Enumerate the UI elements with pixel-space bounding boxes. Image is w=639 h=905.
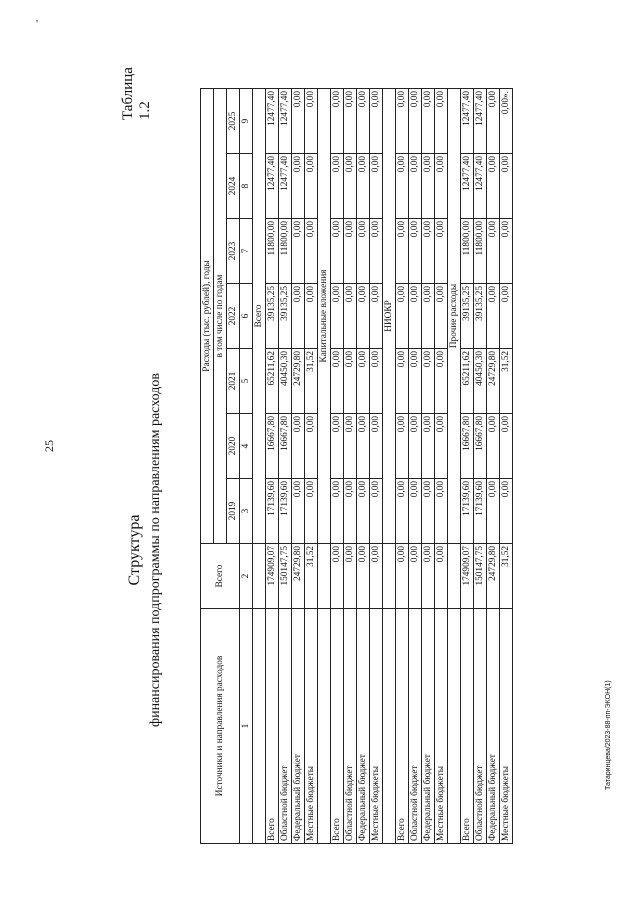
table-row: [357, 89, 370, 844]
table-cell: 0,00: [409, 219, 422, 284]
table-cell: 39135,25: [279, 284, 292, 349]
table-cell: 0,00: [370, 154, 383, 219]
table-cell: 0,00: [422, 544, 435, 609]
section-title: НИОКР: [383, 89, 396, 544]
row-label: Местные бюджеты: [500, 609, 513, 844]
section-title-row: [448, 89, 461, 844]
table-cell: 31,52: [500, 544, 513, 609]
table-cell: 12477,40: [461, 89, 474, 154]
table-cell: 0,00: [357, 349, 370, 414]
table-cell: 0,00: [435, 154, 448, 219]
table-cell: 0,00: [370, 414, 383, 479]
table-cell: 16667,80: [474, 414, 487, 479]
row-label: Федеральный бюджет: [357, 609, 370, 844]
table-cell: 11800,00: [461, 219, 474, 284]
table-cell: 31,52: [305, 544, 318, 609]
table-cell: 0,00: [357, 219, 370, 284]
section-title-row: [318, 89, 331, 844]
empty-cell: [448, 609, 461, 844]
table-cell: 11800,00: [279, 219, 292, 284]
row-label: Всего: [396, 609, 409, 844]
table-cell: 0,00: [357, 154, 370, 219]
table-cell: 0,00: [344, 219, 357, 284]
table-row: [487, 89, 500, 844]
table-cell: 0,00: [370, 219, 383, 284]
table-cell: 0,00: [487, 154, 500, 219]
table-cell: 16667,80: [279, 414, 292, 479]
table-cell: 0,00: [305, 284, 318, 349]
table-cell: 31,52: [305, 349, 318, 414]
document-subtitle: финансирования подпрограммы по направлениям расходов: [148, 373, 163, 727]
table-cell: 0,00: [370, 349, 383, 414]
table-row: [409, 89, 422, 844]
header-year: 2024: [227, 154, 240, 219]
table-cell: 0,00: [331, 154, 344, 219]
table-cell: 40450,30: [474, 349, 487, 414]
table-cell: 0,00: [500, 219, 513, 284]
table-cell: 24729,80: [487, 544, 500, 609]
header-col-number: 7: [240, 219, 253, 284]
table-cell: 12477,40: [474, 89, 487, 154]
table-cell: 150147,75: [474, 544, 487, 609]
table-cell: 0,00: [435, 544, 448, 609]
table-cell: 65211,62: [461, 349, 474, 414]
table-cell: 0,00: [396, 414, 409, 479]
table-cell: 0,00: [422, 414, 435, 479]
table-cell: 0,00: [409, 349, 422, 414]
table-cell: 0,00: [357, 89, 370, 154]
financing-table: [200, 88, 513, 844]
table-cell: 0,00: [305, 219, 318, 284]
table-cell: 0,00: [292, 284, 305, 349]
table-cell: 0,00: [344, 154, 357, 219]
table-row: [305, 89, 318, 844]
table-cell: 0,00: [500, 154, 513, 219]
section-title-row: [383, 89, 396, 844]
table-cell: 0,00: [396, 479, 409, 544]
table-cell: 40450,30: [279, 349, 292, 414]
header-col-number: 9: [240, 89, 253, 154]
table-row: [474, 89, 487, 844]
table-cell: 24729,80: [292, 349, 305, 414]
table-row: [422, 89, 435, 844]
empty-cell: [318, 609, 331, 844]
table-cell: 174909,07: [461, 544, 474, 609]
row-label: Всего: [331, 609, 344, 844]
table-cell: 39135,25: [461, 284, 474, 349]
row-label: Местные бюджеты: [305, 609, 318, 844]
header-year: 2021: [227, 349, 240, 414]
empty-cell: [318, 544, 331, 609]
header-col-number: 4: [240, 414, 253, 479]
table-cell: 0,00: [435, 349, 448, 414]
header-col-number: 5: [240, 349, 253, 414]
table-cell: 0,00: [292, 154, 305, 219]
empty-cell: [253, 544, 266, 609]
table-cell: 0,00: [487, 414, 500, 479]
corner-mark: ': [36, 18, 38, 30]
table-cell: 0,00: [435, 284, 448, 349]
table-row: [292, 89, 305, 844]
table-cell: 0,00: [370, 544, 383, 609]
table-cell: 0,00: [500, 414, 513, 479]
empty-cell: [383, 544, 396, 609]
page-number: 25: [42, 440, 56, 452]
table-cell: 0,00: [422, 284, 435, 349]
table-row: [461, 89, 474, 844]
table-cell: 0,00: [409, 544, 422, 609]
table-cell: 0,00: [357, 544, 370, 609]
table-cell: 0,00: [331, 544, 344, 609]
table-cell: 12477,40: [266, 154, 279, 219]
table-cell: 0,00: [396, 219, 409, 284]
table-cell: 0,00: [305, 479, 318, 544]
table-cell: 0,00: [331, 414, 344, 479]
table-cell: 0,00: [422, 89, 435, 154]
table-cell: 0,00: [487, 89, 500, 154]
table-row: [500, 89, 513, 844]
table-cell: 17139,60: [461, 479, 474, 544]
table-cell: 17139,60: [279, 479, 292, 544]
table-cell: 0,00: [422, 349, 435, 414]
table-cell: 16667,80: [461, 414, 474, 479]
table-cell: 0,00: [487, 219, 500, 284]
document-title: Структура: [126, 514, 143, 586]
header-col-number: 6: [240, 284, 253, 349]
table-cell: 12477,40: [279, 89, 292, 154]
table-cell: 0,00: [331, 89, 344, 154]
table-cell: 174909,07: [266, 544, 279, 609]
table-cell: 0,00: [435, 479, 448, 544]
table-cell: 0,00: [344, 414, 357, 479]
rotated-content: [100, 60, 530, 860]
table-cell: 0,00: [396, 284, 409, 349]
table-cell: 0,00: [344, 479, 357, 544]
document-id: Татаринцева/2023-88-пп-ЭКОН(1): [605, 680, 612, 790]
header-col-number: 3: [240, 479, 253, 544]
row-label: Всего: [266, 609, 279, 844]
header-year: 2019: [227, 479, 240, 544]
table-cell: 0,00: [344, 89, 357, 154]
table-cell: 0,00: [292, 89, 305, 154]
table-cell: 0,00: [409, 284, 422, 349]
table-cell: 0,00: [331, 284, 344, 349]
table-cell: 11800,00: [266, 219, 279, 284]
header-year: 2020: [227, 414, 240, 479]
table-row: [370, 89, 383, 844]
header-year: 2023: [227, 219, 240, 284]
table-cell: 0,00: [409, 414, 422, 479]
table-cell: 0,00: [396, 89, 409, 154]
table-cell: 12477,40: [461, 154, 474, 219]
table-cell: 0,00: [344, 544, 357, 609]
empty-cell: [448, 544, 461, 609]
table-row: [344, 89, 357, 844]
table-cell: 150147,75: [279, 544, 292, 609]
header-year: 2022: [227, 284, 240, 349]
table-cell: 0,00: [331, 219, 344, 284]
header-subgroup: в том числе по годам: [214, 89, 227, 544]
table-cell: 24729,80: [292, 544, 305, 609]
table-cell: 17139,60: [266, 479, 279, 544]
table-cell: 0,00: [409, 479, 422, 544]
row-label: Местные бюджеты: [435, 609, 448, 844]
section-title: Всего: [253, 89, 266, 544]
table-row: [435, 89, 448, 844]
row-label: Областной бюджет: [344, 609, 357, 844]
table-cell: 0,00: [435, 414, 448, 479]
table-cell: 0,00: [500, 479, 513, 544]
table-cell: 0,00: [357, 284, 370, 349]
header-source: Источники и направления расходов: [201, 609, 240, 844]
table-cell: 24729,80: [487, 349, 500, 414]
table-cell: 31,52: [500, 349, 513, 414]
table-cell: 0,00: [370, 479, 383, 544]
table-cell: 0,00: [344, 284, 357, 349]
section-title: Прочие расходы: [448, 89, 461, 544]
table-cell: 0,00: [500, 284, 513, 349]
table-cell: 0,00: [409, 154, 422, 219]
table-cell: 0,00: [292, 479, 305, 544]
table-cell: 0,00: [370, 284, 383, 349]
table-cell: 0,00: [370, 89, 383, 154]
header-col-number: 2: [240, 544, 253, 609]
header-total: Всего: [201, 544, 240, 609]
section-title: Капитальные вложения: [318, 89, 331, 544]
row-label: Областной бюджет: [474, 609, 487, 844]
table-cell: 0,00: [422, 479, 435, 544]
table-cell: 16667,80: [266, 414, 279, 479]
table-cell: 39135,25: [474, 284, 487, 349]
header-year: 2025: [227, 89, 240, 154]
table-row: [331, 89, 344, 844]
table-cell: 0,00: [396, 154, 409, 219]
table-cell: 17139,60: [474, 479, 487, 544]
table-cell: 0,00: [292, 219, 305, 284]
empty-cell: [253, 609, 266, 844]
table-cell: 0,00: [292, 414, 305, 479]
row-label: Местные бюджеты: [370, 609, 383, 844]
table-cell: 12477,40: [474, 154, 487, 219]
table-cell: 65211,62: [266, 349, 279, 414]
row-label: Федеральный бюджет: [487, 609, 500, 844]
table-cell: 0,00: [409, 89, 422, 154]
table-cell: 0,00: [305, 89, 318, 154]
section-title-row: [253, 89, 266, 844]
row-label: Федеральный бюджет: [422, 609, 435, 844]
table-cell: 0,00: [305, 154, 318, 219]
table-cell: 0,00: [422, 154, 435, 219]
table-cell: 0,00: [487, 284, 500, 349]
table-cell: 0,00: [305, 414, 318, 479]
table-row: [279, 89, 292, 844]
table-cell: 0,00: [396, 544, 409, 609]
table-row: [266, 89, 279, 844]
table-cell: 39135,25: [266, 284, 279, 349]
header-group: Расходы (тыс. рублей), годы: [201, 89, 214, 544]
table-cell: 12477,40: [279, 154, 292, 219]
row-label: Областной бюджет: [279, 609, 292, 844]
table-cell: 0,00: [357, 479, 370, 544]
table-cell: 12477,40: [266, 89, 279, 154]
empty-cell: [383, 609, 396, 844]
table-cell: 0,00: [331, 349, 344, 414]
table-cell: 0,00: [344, 349, 357, 414]
table-cell: 0,00: [331, 479, 344, 544]
row-label: Федеральный бюджет: [292, 609, 305, 844]
table-cell: 0,00».: [500, 89, 513, 154]
table-cell: 0,00: [396, 349, 409, 414]
table-cell: 0,00: [487, 479, 500, 544]
table-cell: 11800,00: [474, 219, 487, 284]
row-label: Всего: [461, 609, 474, 844]
table-cell: 0,00: [422, 219, 435, 284]
table-label: Таблица 1.2: [120, 67, 153, 120]
table-cell: 0,00: [435, 89, 448, 154]
header-col-number: 1: [240, 609, 253, 844]
row-label: Областной бюджет: [409, 609, 422, 844]
table-row: [396, 89, 409, 844]
table-cell: 0,00: [357, 414, 370, 479]
header-col-number: 8: [240, 154, 253, 219]
table-cell: 0,00: [435, 219, 448, 284]
